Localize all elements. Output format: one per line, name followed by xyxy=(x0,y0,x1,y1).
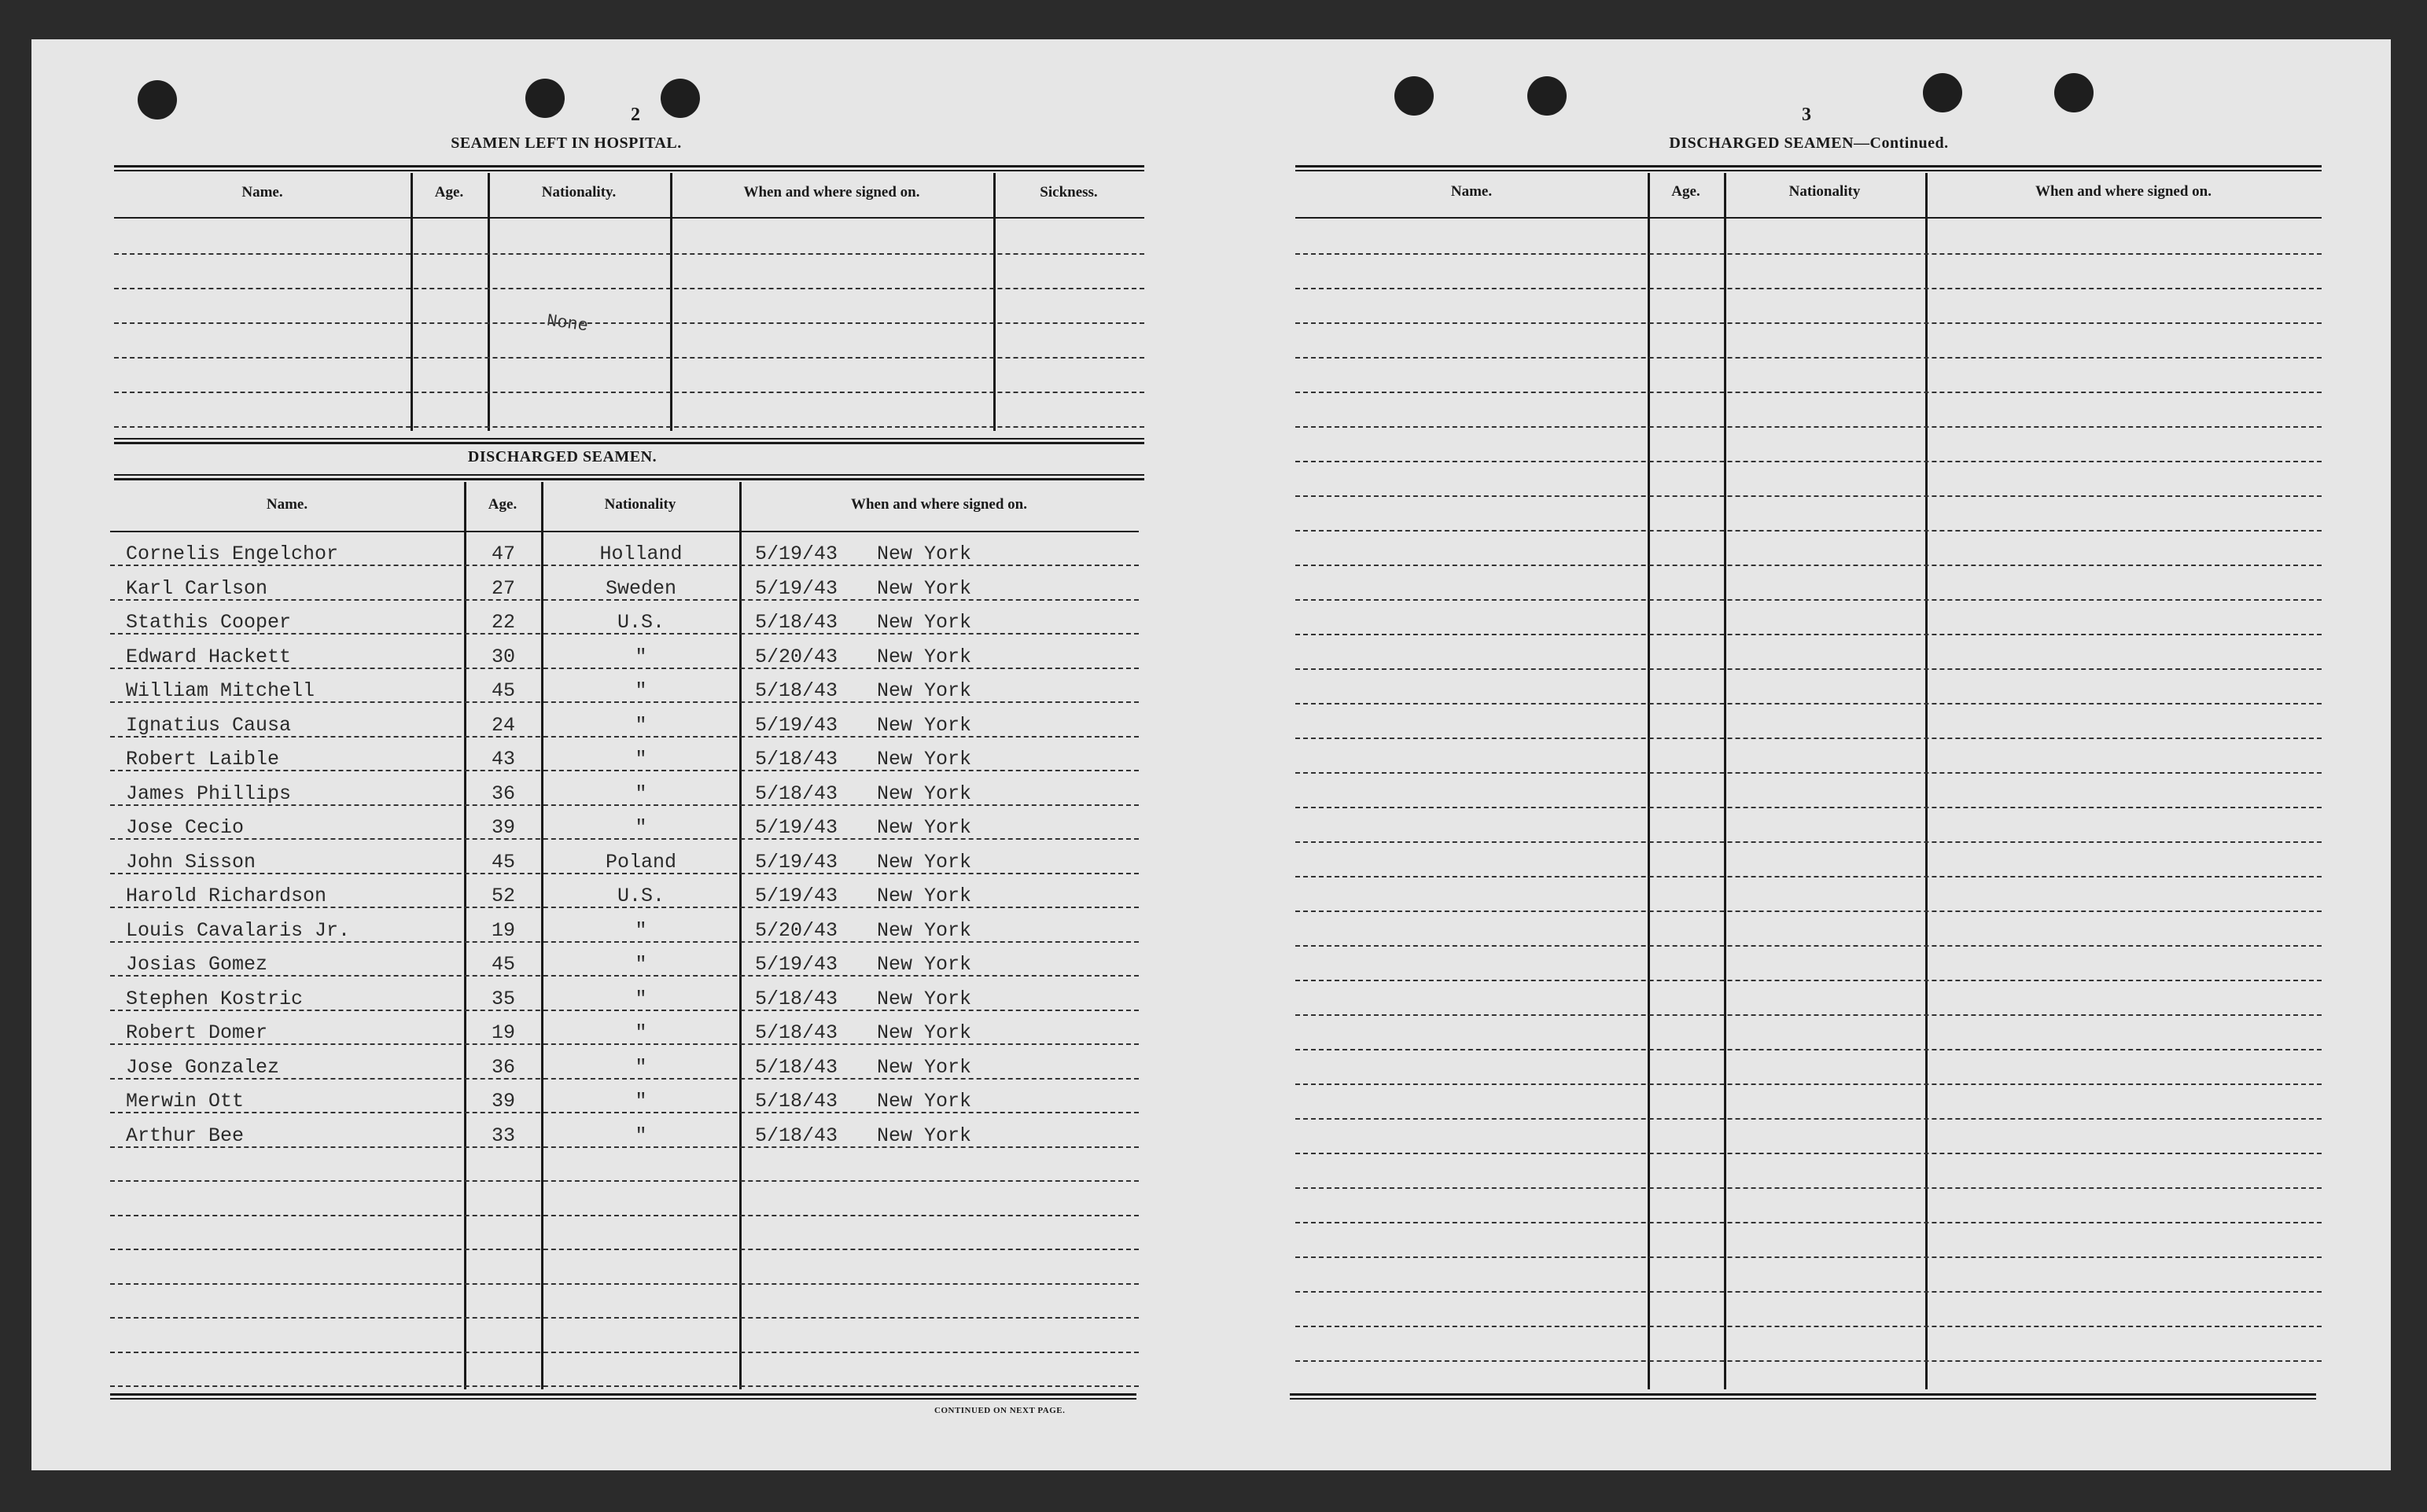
seaman-name: Arthur Bee xyxy=(126,1124,245,1147)
rule xyxy=(114,438,1144,440)
signed-on-date: 5/20/43 xyxy=(755,919,838,942)
table-row xyxy=(31,851,1148,877)
ruled-line xyxy=(1295,357,2322,359)
ruled-line xyxy=(1295,738,2322,739)
table-row xyxy=(31,714,1148,741)
table-row xyxy=(31,885,1148,911)
column-header: Age. xyxy=(1671,183,1700,200)
column-divider xyxy=(1724,173,1726,1389)
seaman-nationality: Holland xyxy=(599,543,683,565)
signed-on-place: New York xyxy=(877,885,972,907)
ruled-line xyxy=(110,1385,1139,1387)
signed-on-date: 5/19/43 xyxy=(755,816,838,839)
seaman-name: Jose Gonzalez xyxy=(126,1056,280,1079)
seaman-age: 36 xyxy=(491,1056,515,1079)
ruled-line xyxy=(110,1352,1139,1353)
seaman-age: 27 xyxy=(491,577,515,600)
ruled-line xyxy=(114,426,1144,428)
page-number-right: 3 xyxy=(1802,105,1811,125)
seaman-age: 47 xyxy=(491,543,515,565)
signed-on-date: 5/18/43 xyxy=(755,679,838,702)
ruled-line xyxy=(110,1215,1139,1216)
discharged-title: DISCHARGED SEAMEN. xyxy=(467,448,657,465)
seaman-nationality: " xyxy=(635,1090,647,1113)
right-title: DISCHARGED SEAMEN—Continued. xyxy=(1669,134,1949,152)
signed-on-place: New York xyxy=(877,543,972,565)
seaman-name: James Phillips xyxy=(126,782,292,805)
signed-on-date: 5/18/43 xyxy=(755,611,838,634)
punch-hole xyxy=(1527,76,1567,116)
rule xyxy=(114,170,1144,171)
seaman-age: 45 xyxy=(491,851,515,874)
ruled-line xyxy=(1295,668,2322,670)
seaman-age: 35 xyxy=(491,988,515,1010)
signed-on-place: New York xyxy=(877,953,972,976)
signed-on-date: 5/19/43 xyxy=(755,543,838,565)
signed-on-place: New York xyxy=(877,1056,972,1079)
seaman-nationality: Poland xyxy=(605,851,676,874)
none-stamp: None xyxy=(545,311,590,337)
rule xyxy=(110,1393,1136,1396)
ruled-line xyxy=(1295,911,2322,912)
seaman-name: Louis Cavalaris Jr. xyxy=(126,919,351,942)
rule xyxy=(1290,1398,2316,1400)
signed-on-place: New York xyxy=(877,714,972,737)
ruled-line xyxy=(114,322,1144,324)
seaman-name: Robert Laible xyxy=(126,748,280,771)
signed-on-place: New York xyxy=(877,782,972,805)
column-header: When and where signed on. xyxy=(743,184,920,200)
table-row xyxy=(31,577,1148,604)
seaman-name: Cornelis Engelchor xyxy=(126,543,339,565)
table-row xyxy=(31,988,1148,1014)
seaman-nationality: " xyxy=(635,816,647,839)
signed-on-place: New York xyxy=(877,1090,972,1113)
ruled-line xyxy=(1295,1256,2322,1258)
column-header: Sickness. xyxy=(1040,184,1098,200)
ruled-line xyxy=(114,253,1144,255)
ruled-line xyxy=(1295,288,2322,289)
signed-on-date: 5/19/43 xyxy=(755,953,838,976)
signed-on-place: New York xyxy=(877,1021,972,1044)
column-header: Nationality xyxy=(604,496,676,513)
signed-on-date: 5/18/43 xyxy=(755,1090,838,1113)
ruled-line xyxy=(1295,876,2322,877)
ruled-line xyxy=(1295,495,2322,497)
signed-on-place: New York xyxy=(877,919,972,942)
punch-hole xyxy=(525,79,565,118)
seaman-name: John Sisson xyxy=(126,851,256,874)
ruled-line xyxy=(110,1180,1139,1182)
ruled-line xyxy=(1295,322,2322,324)
signed-on-date: 5/19/43 xyxy=(755,851,838,874)
seaman-name: William Mitchell xyxy=(126,679,315,702)
column-header: Nationality xyxy=(1788,183,1861,200)
seaman-name: Josias Gomez xyxy=(126,953,268,976)
rule xyxy=(1295,165,2322,167)
signed-on-date: 5/18/43 xyxy=(755,988,838,1010)
ruled-line xyxy=(1295,772,2322,774)
seaman-nationality: Sweden xyxy=(605,577,676,600)
column-divider xyxy=(1925,173,1928,1389)
seaman-nationality: " xyxy=(635,714,647,737)
table-row xyxy=(31,646,1148,672)
table-row xyxy=(31,1124,1148,1151)
seaman-name: Robert Domer xyxy=(126,1021,268,1044)
rule xyxy=(114,217,1144,219)
ruled-line xyxy=(1295,1187,2322,1189)
seaman-nationality: " xyxy=(635,988,647,1010)
table-row xyxy=(31,748,1148,774)
ruled-line xyxy=(1295,945,2322,947)
column-header: Age. xyxy=(488,496,517,513)
ruled-line xyxy=(110,1249,1139,1250)
seaman-age: 45 xyxy=(491,953,515,976)
seaman-nationality: " xyxy=(635,1056,647,1079)
ruled-line xyxy=(1295,1222,2322,1223)
table-row xyxy=(31,1090,1148,1117)
punch-hole xyxy=(2054,73,2094,112)
ruled-line xyxy=(114,357,1144,359)
ruled-line xyxy=(1295,426,2322,428)
ruled-line xyxy=(1295,1326,2322,1327)
seaman-nationality: U.S. xyxy=(617,885,665,907)
signed-on-date: 5/20/43 xyxy=(755,646,838,668)
column-header: Name. xyxy=(241,184,283,200)
ruled-line xyxy=(1295,599,2322,601)
seaman-age: 43 xyxy=(491,748,515,771)
ruled-line xyxy=(114,392,1144,393)
punch-hole xyxy=(138,80,177,120)
ruled-line xyxy=(1295,980,2322,981)
document-sheet xyxy=(31,39,2391,1470)
signed-on-date: 5/19/43 xyxy=(755,885,838,907)
column-header: When and where signed on. xyxy=(850,496,1027,513)
seaman-name: Harold Richardson xyxy=(126,885,327,907)
seaman-age: 33 xyxy=(491,1124,515,1147)
seaman-nationality: " xyxy=(635,919,647,942)
ruled-line xyxy=(1295,1153,2322,1154)
ruled-line xyxy=(1295,1014,2322,1016)
rule xyxy=(110,531,1139,532)
punch-hole xyxy=(661,79,700,118)
signed-on-place: New York xyxy=(877,816,972,839)
ruled-line xyxy=(110,1283,1139,1285)
hospital-title: SEAMEN LEFT IN HOSPITAL. xyxy=(451,134,682,152)
signed-on-date: 5/18/43 xyxy=(755,748,838,771)
column-header: Name. xyxy=(1450,183,1493,200)
rule xyxy=(1290,1393,2316,1396)
ruled-line xyxy=(1295,1291,2322,1293)
seaman-name: Ignatius Causa xyxy=(126,714,292,737)
seaman-name: Jose Cecio xyxy=(126,816,245,839)
ruled-line xyxy=(1295,807,2322,808)
ruled-line xyxy=(1295,253,2322,255)
ruled-line xyxy=(1295,841,2322,843)
signed-on-place: New York xyxy=(877,611,972,634)
ruled-line xyxy=(1295,461,2322,462)
column-header: Name. xyxy=(266,496,308,513)
seaman-name: Stephen Kostric xyxy=(126,988,304,1010)
seaman-age: 19 xyxy=(491,1021,515,1044)
seaman-age: 30 xyxy=(491,646,515,668)
table-row xyxy=(31,782,1148,809)
column-header: Nationality. xyxy=(541,184,617,200)
rule xyxy=(114,442,1144,444)
table-row xyxy=(31,1021,1148,1048)
ruled-line xyxy=(1295,1083,2322,1085)
ruled-line xyxy=(1295,1118,2322,1120)
rule xyxy=(110,1398,1136,1400)
table-row xyxy=(31,919,1148,946)
ruled-line xyxy=(110,1317,1139,1319)
seaman-age: 45 xyxy=(491,679,515,702)
table-row xyxy=(31,611,1148,638)
seaman-age: 24 xyxy=(491,714,515,737)
rule xyxy=(114,165,1144,167)
seaman-nationality: " xyxy=(635,1124,647,1147)
signed-on-place: New York xyxy=(877,577,972,600)
ruled-line xyxy=(1295,565,2322,566)
table-row xyxy=(31,816,1148,843)
signed-on-place: New York xyxy=(877,988,972,1010)
rule xyxy=(114,474,1144,476)
ruled-line xyxy=(1295,703,2322,704)
column-divider xyxy=(1648,173,1650,1389)
seaman-nationality: " xyxy=(635,1021,647,1044)
ruled-line xyxy=(1295,1049,2322,1050)
signed-on-date: 5/18/43 xyxy=(755,1124,838,1147)
signed-on-place: New York xyxy=(877,679,972,702)
signed-on-date: 5/18/43 xyxy=(755,1056,838,1079)
signed-on-date: 5/19/43 xyxy=(755,577,838,600)
seaman-name: Karl Carlson xyxy=(126,577,268,600)
seaman-nationality: " xyxy=(635,748,647,771)
seaman-nationality: " xyxy=(635,679,647,702)
seaman-nationality: " xyxy=(635,782,647,805)
signed-on-place: New York xyxy=(877,646,972,668)
ruled-line xyxy=(1295,634,2322,635)
rule xyxy=(1295,170,2322,171)
seaman-name: Edward Hackett xyxy=(126,646,292,668)
continued-note: CONTINUED ON NEXT PAGE. xyxy=(934,1406,1066,1415)
punch-hole xyxy=(1394,76,1434,116)
seaman-nationality: " xyxy=(635,953,647,976)
seaman-name: Stathis Cooper xyxy=(126,611,292,634)
signed-on-place: New York xyxy=(877,851,972,874)
signed-on-date: 5/19/43 xyxy=(755,714,838,737)
seaman-age: 39 xyxy=(491,1090,515,1113)
seaman-age: 36 xyxy=(491,782,515,805)
punch-hole xyxy=(1923,73,1962,112)
seaman-age: 39 xyxy=(491,816,515,839)
column-header: Age. xyxy=(434,184,464,200)
table-row xyxy=(31,543,1148,569)
table-row xyxy=(31,1056,1148,1083)
ruled-line xyxy=(1295,392,2322,393)
signed-on-date: 5/18/43 xyxy=(755,782,838,805)
ruled-line xyxy=(1295,1360,2322,1362)
seaman-nationality: " xyxy=(635,646,647,668)
signed-on-place: New York xyxy=(877,1124,972,1147)
table-row xyxy=(31,953,1148,980)
seaman-age: 22 xyxy=(491,611,515,634)
page-number-left: 2 xyxy=(631,105,640,125)
seaman-name: Merwin Ott xyxy=(126,1090,245,1113)
signed-on-place: New York xyxy=(877,748,972,771)
table-row xyxy=(31,679,1148,706)
ruled-line xyxy=(1295,530,2322,532)
seaman-age: 19 xyxy=(491,919,515,942)
column-header: When and where signed on. xyxy=(2035,183,2212,200)
seaman-age: 52 xyxy=(491,885,515,907)
seaman-nationality: U.S. xyxy=(617,611,665,634)
rule xyxy=(114,478,1144,480)
rule xyxy=(1295,217,2322,219)
ruled-line xyxy=(114,288,1144,289)
signed-on-date: 5/18/43 xyxy=(755,1021,838,1044)
